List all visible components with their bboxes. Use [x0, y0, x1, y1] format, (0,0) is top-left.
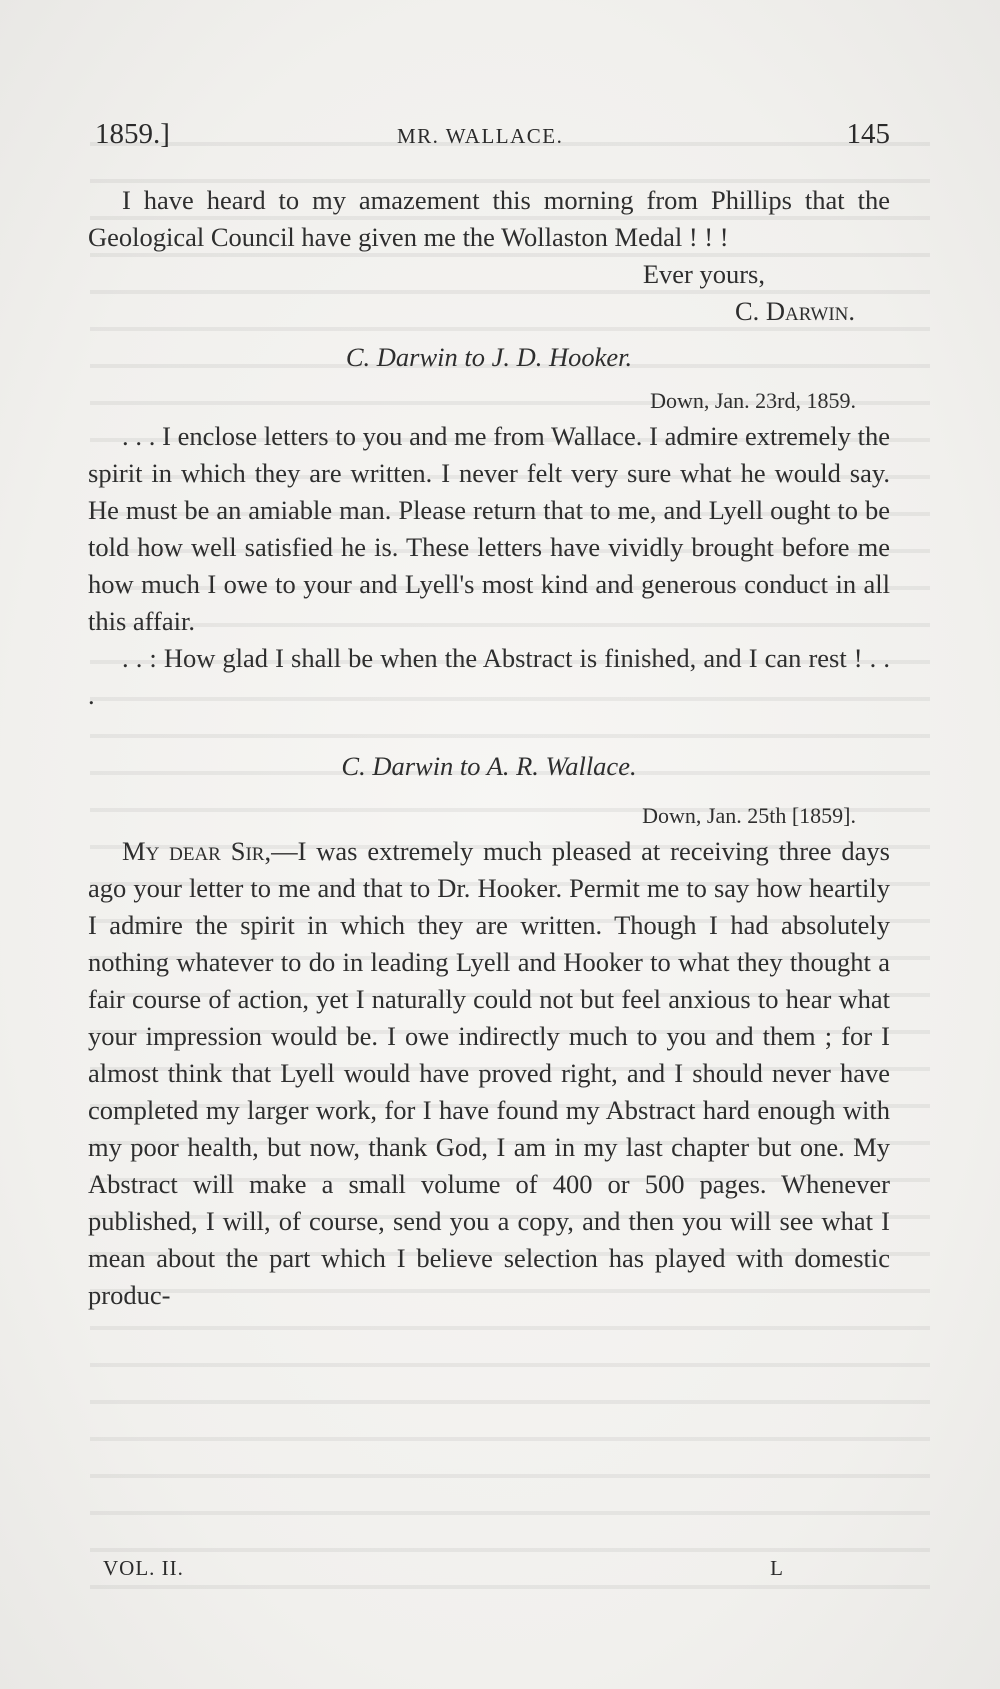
paragraph-hooker-letter: . . . I enclose letters to you and me from Wallace. I admire extremely the spirit in which they are written. I never felt very sure what he would say. He must be an amiable man. Please return that to me, and Lyell ought to be told how well satisfied he is. These letters have vividly brought before me how much I owe to your and Lyell's most kind and generous conduct in all this affair.: [88, 421, 890, 636]
letter-heading-hooker: C. Darwin to J. D. Hooker.: [345, 342, 633, 372]
volume-label: VOL. II.: [103, 1556, 184, 1580]
dateline-hooker: Down, Jan. 23rd, 1859.: [650, 388, 856, 413]
header-title: MR. WALLACE.: [397, 124, 564, 148]
running-header: [95, 118, 890, 158]
paragraph-wollaston: I have heard to my amazement this morning from Phillips that the Geological Council have given me the Wollaston Medal ! ! !: [88, 185, 890, 252]
dateline-wallace: Down, Jan. 25th [1859].: [642, 803, 856, 828]
paragraph-abstract: . . : How glad I shall be when the Abstract is finished, and I can rest ! . . .: [88, 643, 890, 710]
body-text: [88, 182, 890, 1314]
page-number: 145: [846, 118, 890, 150]
closing-line: Ever yours,: [642, 259, 765, 289]
header-year: 1859.]: [95, 118, 170, 150]
signature-mark: L: [770, 1556, 783, 1580]
paragraph-wallace-letter: [88, 833, 890, 1314]
letter-heading-wallace: C. Darwin to A. R. Wallace.: [341, 751, 637, 781]
paragraph-wallace-body: —I was extremely much pleased at receiving three days ago your letter to me and that to Dr. Hooker. Permit me to say how heartily I admire the spirit in which they are written. Though I had absolutely nothing whatever to do in leading Lyell and Hooker to what they thought a fair course of action, yet I naturally could not but feel anxious to hear what your impression would be. I owe indirectly much to you and them ; for I almost think that Lyell would have proved right, and I should never have completed my larger work, for I have found my Abstract hard enough with my poor health, but now, thank God, I am in my last chapter but one. My Abstract will make a small volume of 400 or 500 pages. Whenever published, I will, of course, send you a copy, and then you will see what I mean about the part which I believe selection has played with domestic produc-: [88, 836, 890, 1310]
salutation: My dear Sir,: [122, 836, 272, 866]
page-footer: [103, 1556, 783, 1588]
signature: C. Darwin.: [734, 296, 855, 326]
